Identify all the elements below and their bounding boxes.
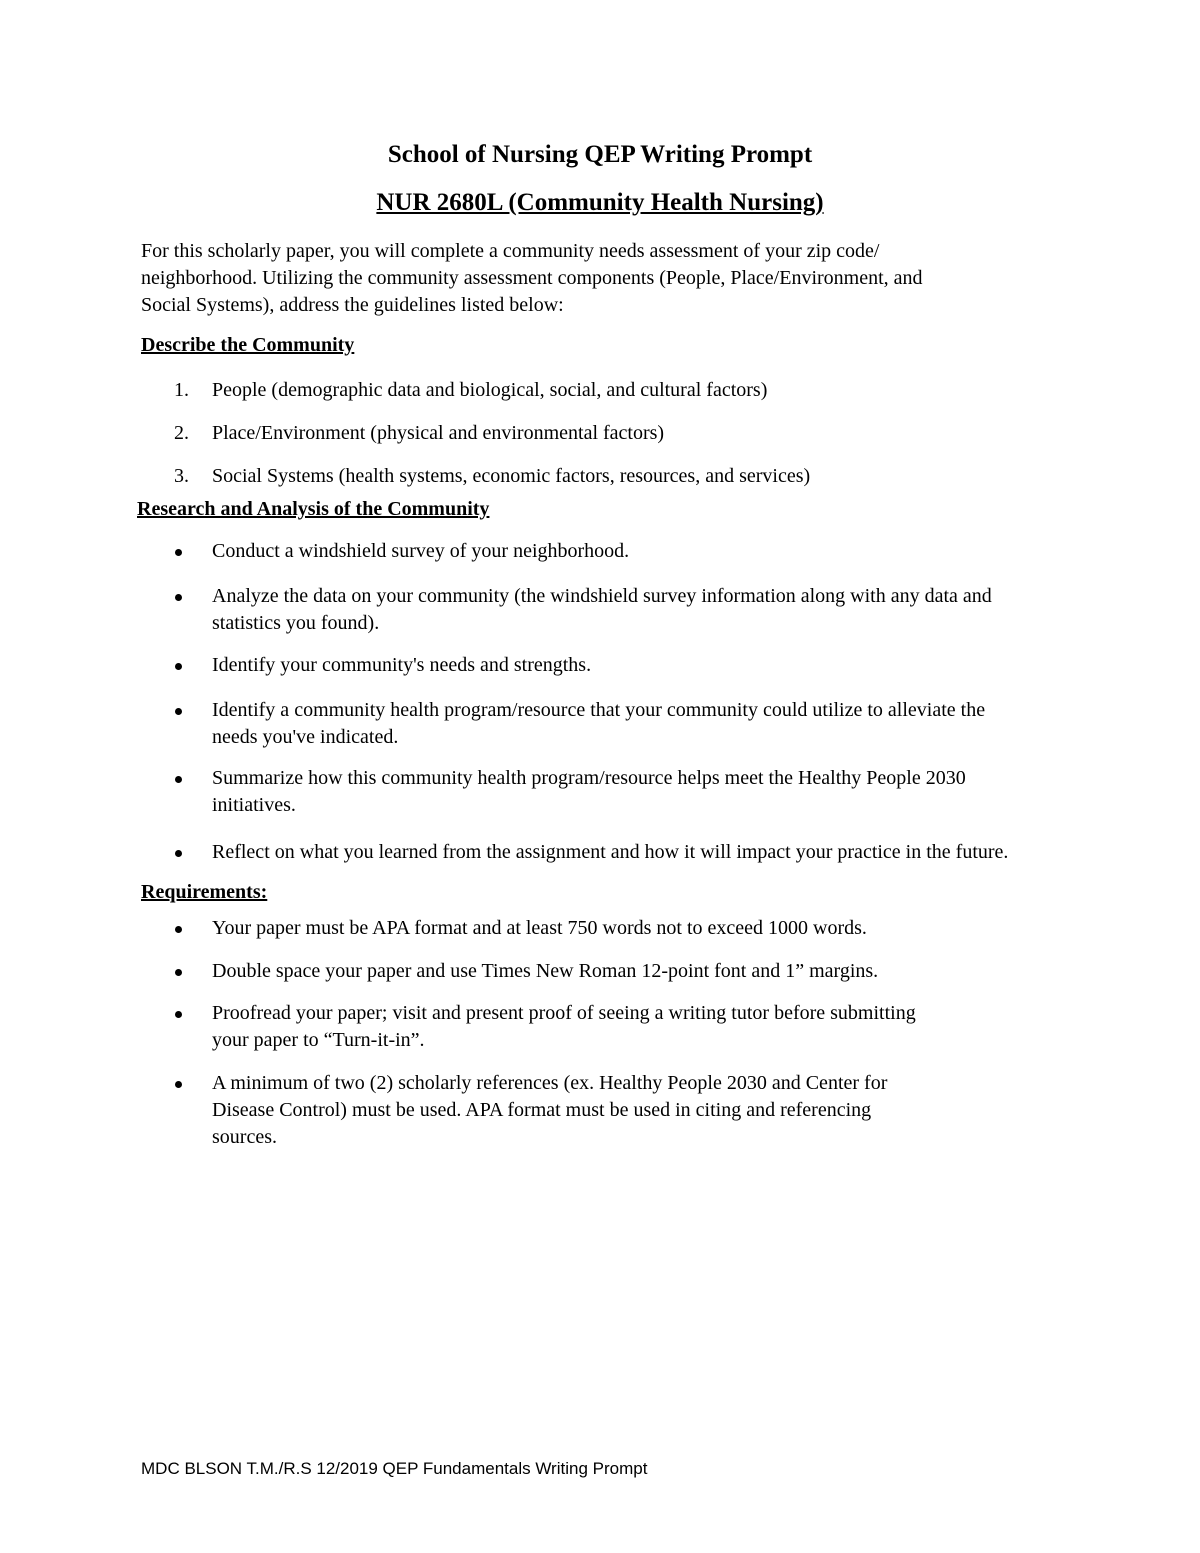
list-item: Social Systems (health systems, economic factors, resources, and services): [212, 465, 811, 487]
intro-line: Social Systems), address the guidelines listed below:: [141, 294, 564, 316]
bullet-icon: [175, 1081, 182, 1088]
section-heading-research: Research and Analysis of the Community: [137, 498, 490, 520]
bullet-icon: [175, 1011, 182, 1018]
list-item: Double space your paper and use Times New Roman 12-point font and 1” margins.: [212, 960, 879, 982]
list-number: 2.: [174, 422, 189, 444]
bullet-icon: [175, 663, 182, 670]
intro-line: neighborhood. Utilizing the community assessment components (People, Place/Environment, and: [141, 267, 923, 289]
intro-line: For this scholarly paper, you will complete a community needs assessment of your zip code/: [141, 240, 880, 262]
section-heading-requirements: Requirements:: [141, 881, 268, 903]
list-item: Proofread your paper; visit and present proof of seeing a writing tutor before submitting your paper to “Turn-it-in”.: [212, 1002, 916, 1051]
bullet-icon: [175, 926, 182, 933]
list-number: 1.: [174, 379, 189, 401]
list-item: Conduct a windshield survey of your neighborhood.: [212, 540, 630, 562]
list-item: Identify your community's needs and strengths.: [212, 654, 592, 676]
list-item: Reflect on what you learned from the assignment and how it will impact your practice in the future.: [212, 841, 1009, 863]
document-title: School of Nursing QEP Writing Prompt: [387, 141, 813, 168]
list-item: Summarize how this community health program/resource helps meet the Healthy People 2030 initiatives.: [212, 767, 966, 816]
list-item: Identify a community health program/resource that your community could utilize to alleviate the needs you've indicated.: [212, 699, 986, 748]
list-item: People (demographic data and biological, social, and cultural factors): [212, 379, 768, 401]
bullet-icon: [175, 850, 182, 857]
list-item: Analyze the data on your community (the windshield survey information along with any data and statistics you found).: [212, 585, 992, 634]
list-item: A minimum of two (2) scholarly references (ex. Healthy People 2030 and Center for Disease Control) must be used. APA format must be used in citing and referencing sources.: [212, 1072, 888, 1148]
bullet-icon: [175, 549, 182, 556]
list-item: Place/Environment (physical and environmental factors): [212, 422, 665, 444]
bullet-icon: [175, 776, 182, 783]
course-subtitle: NUR 2680L (Community Health Nursing): [376, 189, 824, 216]
list-number: 3.: [174, 465, 189, 487]
bullet-icon: [175, 594, 182, 601]
bullet-icon: [175, 708, 182, 715]
intro-paragraph: [141, 238, 1101, 319]
page-footer: MDC BLSON T.M./R.S 12/2019 QEP Fundamentals Writing Prompt: [141, 1459, 648, 1478]
list-item: Your paper must be APA format and at least 750 words not to exceed 1000 words.: [212, 917, 867, 939]
section-heading-describe: Describe the Community: [141, 334, 355, 356]
bullet-icon: [175, 969, 182, 976]
